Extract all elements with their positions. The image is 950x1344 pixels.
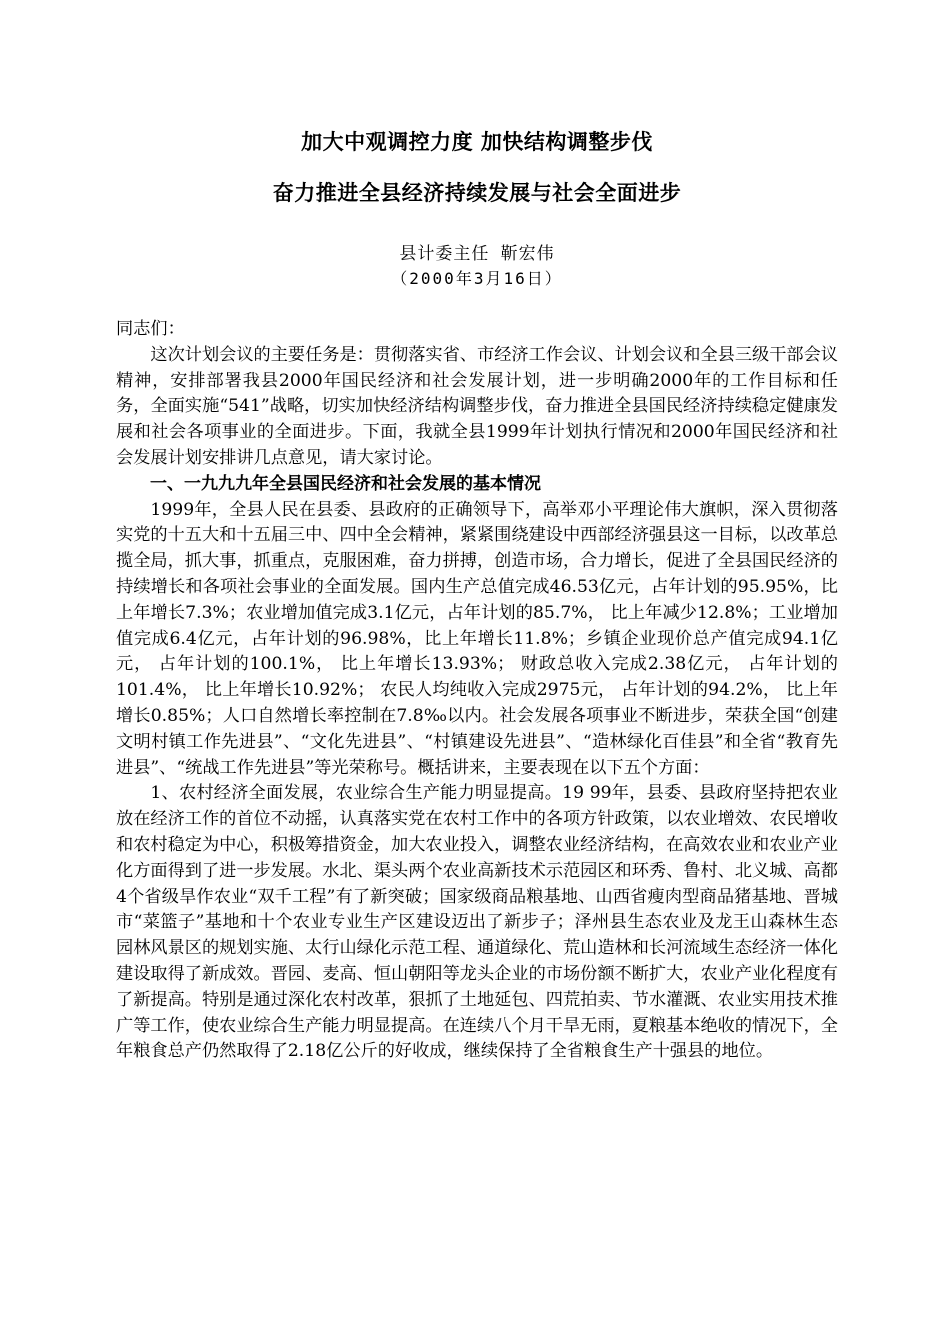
section-paragraph-agriculture: 1、农村经济全面发展，农业综合生产能力明显提高。19 99年，县委、县政府坚持把农业放在经济工作的首位不动摇，认真落实党在农村工作中的各项方针政策，以农业增效、农民增收和农村稳定为中心，积极筹措资金，加大农业投入，调整农业经济结构，在高效农业和农业产业化方面得到了进一步发展。水北、渠头两个农业高新技术示范园区和环秀、鲁村、北义城、高都4个省级旱作农业“双千工程”有了新突破；国家级商品粮基地、山西省瘦肉型商品猪基地、晋城市“菜篮子”基地和十个农业专业生产区建设迈出了新步子；泽州县生态农业及龙王山森林生态园林风景区的规划实施、太行山绿化示范工程、通道绿化、荒山造林和长河流域生态经济一体化建设取得了新成效。晋园、麦高、恒山朝阳等龙头企业的市场份额不断扩大，农业产业化程度有了新提高。特别是通过深化农村改革，狠抓了土地延包、四荒拍卖、节水灌溉、农业实用技术推广等工作，使农业综合生产能力明显提高。在连续八个月干旱无雨，夏粮基本绝收的情况下，全年粮食总产仍然取得了2.18亿公斤的好收成，继续保持了全省粮食生产十强县的地位。	[116, 783, 838, 1062]
document-body	[116, 317, 838, 1065]
document-title-line-1: 加大中观调控力度 加快结构调整步伐	[301, 130, 653, 154]
section-paragraph-overview: 1999年，全县人民在县委、县政府的正确领导下，高举邓小平理论伟大旗帜，深入贯彻落实党的十五大和十五届三中、四中全会精神，紧紧围绕建设中西部经济强县这一目标，以改革总揽全局，抓大事，抓重点，克服困难，奋力拼搏，创造市场，合力增长，促进了全县国民经济的持续增长和各项社会事业的全面发展。国内生产总值完成46.53亿元，占年计划的95.95%，比上年增长7.3%；农业增加值完成3.1亿元，占年计划的85.7%， 比上年减少12.8%；工业增加值完成6.4亿元，占年计划的96.98%，比上年增长11.8%；乡镇企业现价总产值完成94.1亿元， 占年计划的100.1%， 比上年增长13.93%； 财政总收入完成2.38亿元， 占年计划的101.4%， 比上年增长10.92%； 农民人均纯收入完成2975元， 占年计划的94.2%， 比上年增长0.85%；人口自然增长率控制在7.8‰以内。社会发展各项事业不断进步，荣获全国“创建文明村镇工作先进县”、“文化先进县”、“村镇建设先进县”、“造林绿化百佳县”和全省“教育先进县”、“统战工作先进县”等光荣称号。概括讲来，主要表现在以下五个方面：	[116, 499, 838, 778]
section-heading: 一、一九九九年全县国民经济和社会发展的基本情况	[150, 473, 541, 494]
date-line: （2000年3月16日）	[391, 269, 563, 288]
intro-paragraph: 这次计划会议的主要任务是：贯彻落实省、市经济工作会议、计划会议和全县三级干部会议精神，安排部署我县2000年国民经济和社会发展计划，进一步明确2000年的工作目标和任务，全面实施“541”战略，切实加快经济结构调整步伐，奋力推进全县国民经济持续稳定健康发展和社会各项事业的全面进步。下面，我就全县1999年计划执行情况和2000年国民经济和社会发展计划安排讲几点意见，请大家讨论。	[116, 344, 838, 468]
document-title-line-2: 奋力推进全县经济持续发展与社会全面进步	[272, 181, 682, 205]
salutation: 同志们：	[116, 319, 185, 339]
author-line: 县计委主任 靳宏伟	[399, 244, 555, 264]
document-page	[116, 0, 838, 1344]
